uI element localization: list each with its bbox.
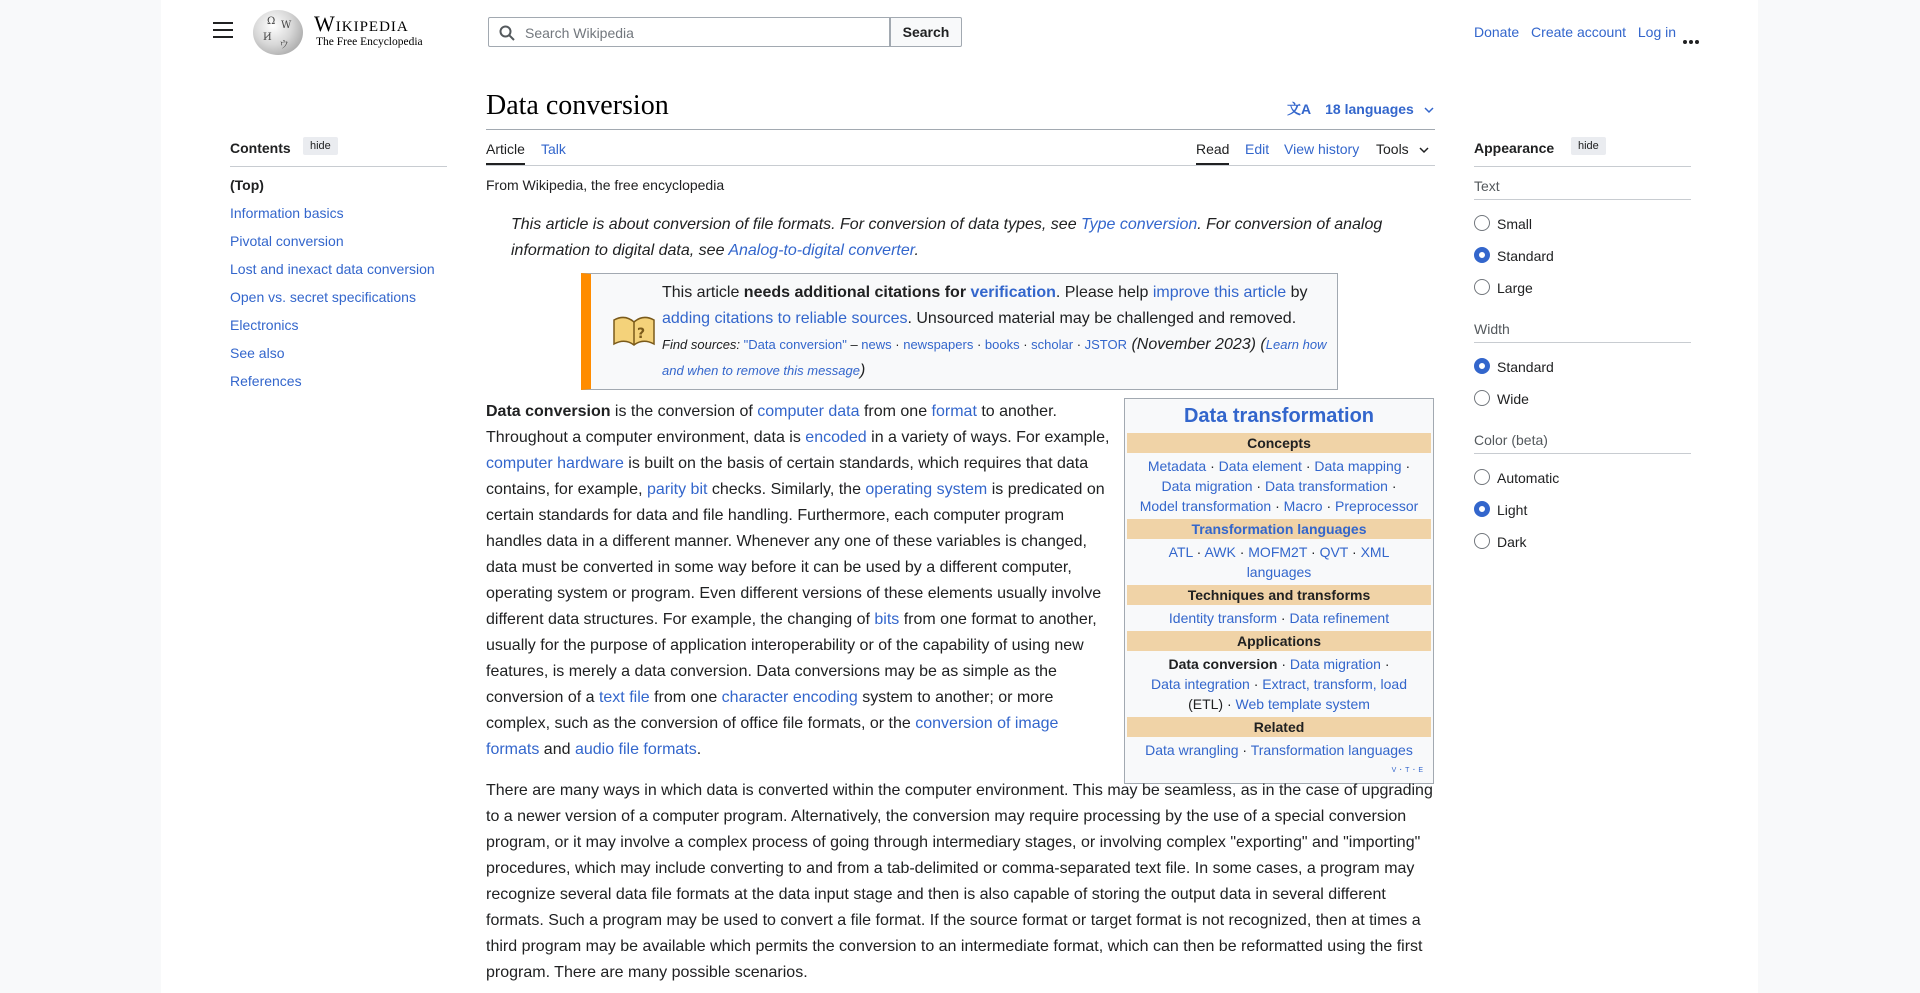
toc-item[interactable]: Information basics [230, 205, 344, 221]
tab-article[interactable]: Article [486, 141, 525, 165]
notice-bold: needs additional citations for [743, 284, 971, 301]
navbox-link[interactable]: Data migration [1289, 656, 1381, 672]
format-link[interactable]: format [931, 403, 977, 420]
donate-link[interactable]: Donate [1474, 24, 1520, 40]
radio-label: Small [1497, 216, 1533, 232]
type-conversion-link[interactable]: Type conversion [1081, 216, 1198, 233]
navbox-row: Metadata · Data element · Data mapping · Data migration · Data transformation · Model transformation · Macro · Preprocessor [1139, 458, 1419, 514]
navbox-row: Data conversion · Data migration · Data integration · Extract, transform, load (ETL) · Web template system [1150, 656, 1407, 712]
divider [1474, 453, 1691, 454]
verification-link[interactable]: verification [970, 284, 1056, 301]
navbox-link[interactable]: AWK [1204, 544, 1236, 560]
navbox-group-header[interactable]: Transformation languages [1127, 519, 1431, 539]
radio-circle [1474, 215, 1490, 231]
radio-label: Standard [1497, 248, 1554, 264]
image-conversion-link[interactable]: conversion of image formats [486, 715, 1059, 758]
radio-circle [1474, 390, 1490, 406]
radio-label: Large [1497, 280, 1533, 296]
source-link[interactable]: scholar [1031, 337, 1074, 352]
navbox-row: ATL · AWK · MOFM2T · QVT · XML languages [1168, 544, 1390, 580]
notice-fragment: . Unsourced material may be challenged and removed. [907, 310, 1297, 327]
navbox-link[interactable]: Data refinement [1289, 610, 1390, 626]
tabs-divider [486, 165, 1435, 166]
create-account-link[interactable]: Create account [1531, 24, 1626, 40]
navbox-link[interactable]: Data migration [1161, 478, 1253, 494]
toc-item[interactable]: Lost and inexact data conversion [230, 261, 435, 277]
radio-label: Wide [1497, 391, 1529, 407]
text-file-link[interactable]: text file [598, 689, 650, 706]
notice-fragment: . Please help [1055, 284, 1153, 301]
toc-item[interactable]: Open vs. secret specifications [230, 289, 416, 305]
notice-fragment: – [846, 337, 862, 352]
text: checks. Similarly, the [707, 481, 866, 498]
hatnote [511, 212, 1411, 264]
navbox-group-header: Techniques and transforms [1127, 585, 1431, 605]
radio-label: Dark [1497, 534, 1527, 550]
bold-term: Data conversion [486, 403, 611, 420]
paragraph-2: There are many ways in which data is converted within the computer environment. This may be seamless, as in the case of upgrading to a newer version of a computer program. Alternatively, the conversion may require processing by the use of a special conversion program, or it may involve a complex process of going through intermediary stages, or involving complex "exporting" and "importing" procedures, which may include converting to and from a tab-delimited or comma-separated text file. In some cases, a program may recognize several data file formats at the data input stage and then is also capable of storing the output data in several different formats. Such a program may be used to convert a file format. If the source format or target format is not recognized, then at times a third program may be available which permits the conversion to an intermediate format, which can then be reformatted using the first program. There are many possible scenarios. [486, 782, 1433, 981]
text-size-label: Text [1474, 178, 1500, 194]
language-button[interactable] [1287, 99, 1434, 119]
text: is predicated on certain standards for data and file handling. Furthermore, each computer program handles data in a different manner. Whenever any one of these variables is changed, data must be converted in some way before it can be used by a different computer, operating system or program. Even different versions of these elements usually involve different data structures. For example, the changing of [486, 481, 1105, 628]
title-divider [486, 129, 1435, 130]
toc-hide-button[interactable]: hide [303, 137, 338, 155]
toc-item-top[interactable]: (Top) [230, 177, 264, 193]
radio-circle [1474, 358, 1490, 374]
hatnote-text: This article is about conversion of file formats. For conversion of data types, see [511, 216, 1082, 233]
wikipedia-tagline[interactable]: The Free Encyclopedia [316, 36, 423, 48]
search-input[interactable] [523, 22, 877, 44]
notice-text: This article needs additional citations for verification. Please help improve this article by adding citations to reliable sources. Unsourced material may be challenged and removed. Find sources: "Data conversion" – news · newspapers · books · scholar · JSTOR (November 2023) (Learn how and when to remove this message) [662, 284, 1327, 379]
notice-fragment: This article [662, 284, 744, 301]
navbox-link[interactable]: Web template system [1235, 696, 1370, 712]
toc-title: Contents [230, 140, 291, 156]
text: from one format to another, usually for the purpose of application interoperability or of the capability of using new features, is merely a data conversion. Data conversions may be as simple as the conversion of a [486, 611, 1097, 706]
divider [1474, 342, 1691, 343]
navbox-title[interactable]: Data transformation [1183, 405, 1375, 427]
tab-read[interactable]: Read [1196, 141, 1229, 165]
radio-label: Automatic [1497, 470, 1560, 486]
navbox-group-header: Related [1127, 717, 1431, 737]
svg-text:?: ? [637, 326, 646, 342]
navbox-link[interactable]: Extract, transform, load [1262, 676, 1407, 692]
radio-circle [1474, 247, 1490, 263]
tab-view-history[interactable]: View history [1284, 141, 1360, 157]
text: system to another; or more complex, such as the conversion of office file formats, or the [486, 689, 1054, 732]
navbox-link[interactable]: QVT [1319, 544, 1349, 560]
text: . [696, 741, 702, 758]
navbox-data-transformation [1124, 398, 1434, 784]
appearance-hide-button[interactable]: hide [1571, 137, 1606, 155]
notice-fragment: ) [860, 362, 866, 379]
source-link[interactable]: JSTOR [1084, 337, 1128, 352]
encoded-link[interactable]: encoded [805, 429, 867, 446]
find-sources-label: Find sources: [662, 337, 744, 352]
hatnote-text: . For conversion of analog information to digital data, see [511, 216, 1383, 259]
radio-label: Light [1497, 502, 1528, 518]
width-label: Width [1474, 321, 1510, 337]
navbox-link[interactable]: XML languages [1246, 544, 1390, 580]
operating-system-link[interactable]: operating system [865, 481, 988, 498]
character-encoding-link[interactable]: character encoding [721, 689, 858, 706]
navbox-link[interactable]: Transformation languages [1250, 742, 1413, 758]
navbox-link[interactable]: Model transformation [1139, 498, 1272, 514]
radio-circle [1474, 533, 1490, 549]
radio-circle [1474, 279, 1490, 295]
paragraph-1 [486, 399, 1111, 763]
notice-date: (November 2023) ( [1127, 336, 1266, 353]
source-link[interactable]: newspapers [903, 337, 974, 352]
navbox-link[interactable]: Data integration [1150, 676, 1250, 692]
site-sub: From Wikipedia, the free encyclopedia [486, 177, 725, 193]
computer-data-link[interactable]: computer data [757, 403, 860, 420]
tab-tools[interactable] [1376, 141, 1429, 163]
appearance-title: Appearance [1474, 140, 1555, 156]
bits-link[interactable]: bits [874, 611, 900, 628]
search-box[interactable] [488, 17, 890, 47]
translate-icon: 文A [1287, 101, 1312, 117]
radio-circle [1474, 469, 1490, 485]
tab-talk[interactable]: Talk [541, 141, 566, 157]
wikipedia-wordmark[interactable]: Wikipedia [314, 11, 409, 36]
tab-edit[interactable]: Edit [1245, 141, 1270, 157]
search-button[interactable]: Search [890, 17, 962, 47]
divider [1474, 199, 1691, 200]
toc-item[interactable]: Pivotal conversion [230, 233, 344, 249]
search-icon [499, 25, 515, 41]
navbox-link[interactable]: ATL [1168, 544, 1193, 560]
citation-notice [581, 273, 1338, 390]
radio-label: Standard [1497, 359, 1554, 375]
navbox-link[interactable]: Preprocessor [1335, 498, 1419, 514]
text: is built on the basis of certain standards, which requires that data contains, for example, [486, 455, 1089, 498]
tools-label: Tools [1376, 141, 1409, 157]
navbox-link[interactable]: Metadata [1147, 458, 1207, 474]
reliable-sources-link[interactable]: adding citations to reliable sources [662, 310, 908, 327]
main-menu-icon[interactable] [213, 22, 233, 40]
text: and [539, 741, 575, 758]
more-options-icon[interactable] [1683, 31, 1701, 49]
toc-list [230, 177, 435, 401]
computer-hardware-link[interactable]: computer hardware [486, 455, 624, 472]
text: to another. Throughout a computer environment, data is [486, 403, 1057, 446]
navbox-current: Data conversion [1168, 656, 1278, 672]
navbox-link[interactable]: Macro [1283, 498, 1323, 514]
source-link[interactable]: news [861, 337, 892, 352]
learn-more-link[interactable]: Learn how and when to remove this message [662, 337, 1327, 378]
toc-item[interactable]: References [230, 373, 302, 389]
improve-article-link[interactable]: improve this article [1152, 284, 1287, 301]
navbox-text: (ETL) [1188, 696, 1224, 712]
navbox-link[interactable]: Identity transform [1168, 610, 1278, 626]
chevron-down-icon [1424, 106, 1434, 114]
navbox-link[interactable]: Data element [1218, 458, 1302, 474]
text: in a variety of ways. For example, [866, 429, 1110, 446]
text: from one [649, 689, 722, 706]
toc-item[interactable]: Electronics [230, 317, 299, 333]
appearance-header [1474, 137, 1691, 167]
talk-link[interactable]: t [1405, 764, 1410, 775]
navbox-link[interactable]: Data transformation [1264, 478, 1388, 494]
source-link[interactable]: "Data conversion" [743, 337, 847, 352]
user-links [1474, 24, 1684, 40]
navbox-link[interactable]: MOFM2T [1248, 544, 1308, 560]
adc-link[interactable]: Analog-to-digital converter [728, 242, 915, 259]
page-title: Data conversion [486, 90, 669, 121]
navbox-link[interactable]: Data mapping [1314, 458, 1402, 474]
hatnote-text: . [914, 242, 919, 259]
toc-header [230, 137, 447, 167]
text: from one [859, 403, 932, 420]
toc-item[interactable]: See also [230, 345, 285, 361]
navbox-link[interactable]: Data wrangling [1145, 742, 1239, 758]
log-in-link[interactable]: Log in [1637, 24, 1677, 40]
parity-bit-link[interactable]: parity bit [646, 481, 708, 498]
navbox-row: Identity transform · Data refinement [1168, 610, 1390, 626]
edit-link[interactable]: e [1418, 764, 1423, 775]
color-label: Color (beta) [1474, 432, 1548, 448]
radio-circle [1474, 501, 1490, 517]
navbox-row: Data wrangling · Transformation languages [1145, 742, 1413, 758]
source-link[interactable]: books [984, 337, 1020, 352]
navbox-group-header: Applications [1127, 631, 1431, 651]
book-question-icon [611, 312, 657, 348]
wikipedia-globe-logo[interactable]: Ω W И ウ [253, 10, 303, 55]
notice-fragment: by [1286, 284, 1308, 301]
audio-formats-link[interactable]: audio file formats [574, 741, 697, 758]
languages-label: 18 languages [1325, 101, 1414, 117]
text: is the conversion of [610, 403, 758, 420]
navbox-group-header: Concepts [1127, 433, 1431, 453]
chevron-down-icon [1419, 146, 1429, 154]
view-link[interactable]: v [1391, 764, 1397, 775]
navbox-vte: v · t · e [1391, 764, 1423, 775]
